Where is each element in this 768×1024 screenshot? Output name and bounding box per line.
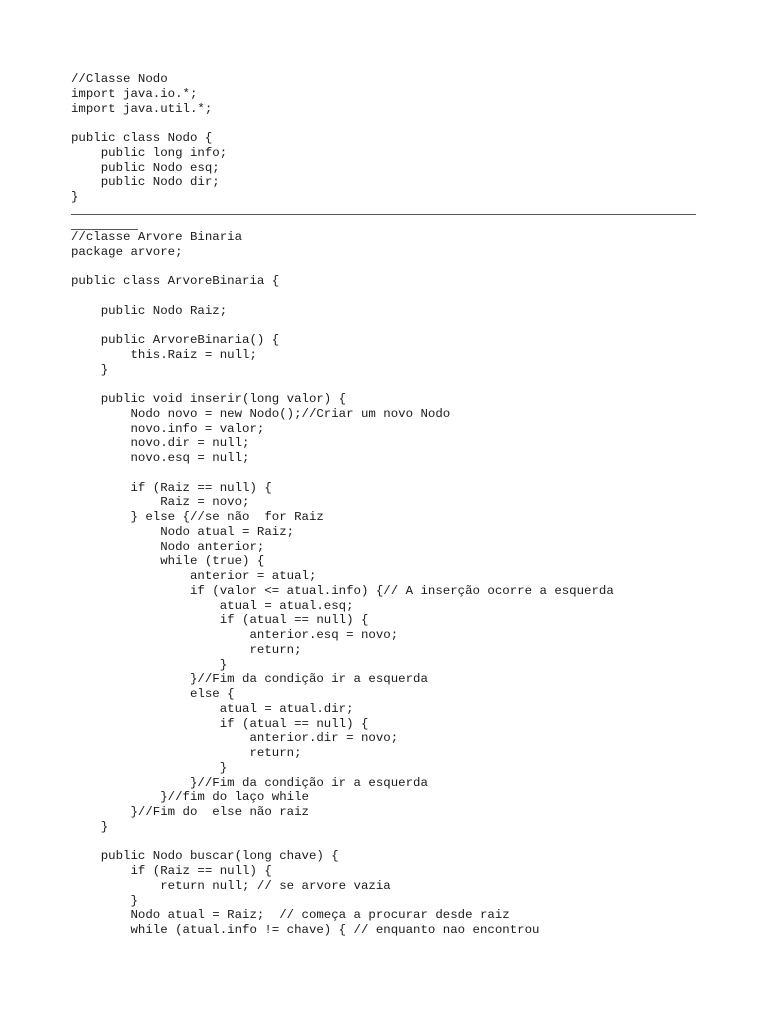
code-line: if (valor <= atual.info) {// A inserção ocorre a esquerda	[71, 583, 614, 598]
code-line: public Nodo buscar(long chave) {	[71, 849, 339, 864]
code-line: public Nodo dir;	[71, 175, 220, 190]
code-line: package arvore;	[71, 244, 183, 259]
code-line: return null; // se arvore vazia	[71, 878, 391, 893]
code-line: anterior.dir = novo;	[71, 731, 399, 746]
code-section-arvore-binaria	[71, 230, 711, 938]
code-line: return;	[71, 746, 302, 760]
code-line: novo.dir = null;	[71, 436, 250, 451]
code-line: public Nodo Raiz;	[71, 303, 228, 318]
code-line: this.Raiz = null;	[71, 347, 257, 362]
code-line: }//Fim da condição ir a esquerda	[71, 672, 428, 687]
code-line: }	[71, 190, 79, 204]
code-line: if (atual == null) {	[71, 613, 369, 628]
code-line: novo.esq = null;	[71, 451, 250, 465]
code-line: while (true) {	[71, 554, 265, 569]
code-line: anterior = atual;	[71, 569, 317, 583]
code-line: Nodo anterior;	[71, 539, 265, 554]
code-line: } else {//se não for Raiz	[71, 510, 324, 524]
code-line: }	[71, 893, 138, 908]
code-line: }	[71, 819, 109, 834]
code-line: Nodo novo = new Nodo();//Criar um novo Nodo	[71, 406, 451, 421]
code-line: //classe Arvore Binaria	[71, 229, 243, 244]
code-line: anterior.esq = novo;	[71, 628, 399, 642]
code-line: }	[71, 657, 228, 672]
code-line: Nodo atual = Raiz;	[71, 524, 295, 539]
code-line: }//Fim do else não raiz	[71, 805, 309, 819]
code-line: public class Nodo {	[71, 131, 213, 145]
code-line: //Classe Nodo	[71, 72, 168, 86]
code-section-nodo	[71, 72, 711, 205]
code-line: Raiz = novo;	[71, 495, 250, 510]
code-line: novo.info = valor;	[71, 421, 265, 436]
code-line: import java.io.*;	[71, 86, 198, 101]
code-line: }	[71, 760, 228, 775]
code-line: }	[71, 362, 109, 377]
separator-line-continuation	[71, 215, 138, 230]
code-line: return;	[71, 642, 302, 657]
code-line: while (atual.info != chave) { // enquanto nao encontrou	[71, 923, 540, 937]
code-line: public Nodo esq;	[71, 160, 220, 175]
code-line: if (Raiz == null) {	[71, 864, 272, 878]
separator-line	[71, 205, 696, 215]
code-line: public class ArvoreBinaria {	[71, 274, 280, 288]
code-line: atual = atual.dir;	[71, 701, 354, 716]
code-line: atual = atual.esq;	[71, 598, 354, 613]
code-line: public ArvoreBinaria() {	[71, 333, 280, 347]
code-line: Nodo atual = Raiz; // começa a procurar desde raiz	[71, 908, 510, 923]
code-line: }//fim do laço while	[71, 790, 309, 805]
code-line: import java.util.*;	[71, 101, 213, 116]
document-page	[71, 72, 711, 938]
code-line: }//Fim da condição ir a esquerda	[71, 775, 428, 790]
code-line: public void inserir(long valor) {	[71, 392, 347, 406]
code-line: if (Raiz == null) {	[71, 480, 272, 495]
code-line: else {	[71, 687, 235, 701]
code-line: if (atual == null) {	[71, 716, 369, 731]
code-line: public long info;	[71, 145, 228, 160]
